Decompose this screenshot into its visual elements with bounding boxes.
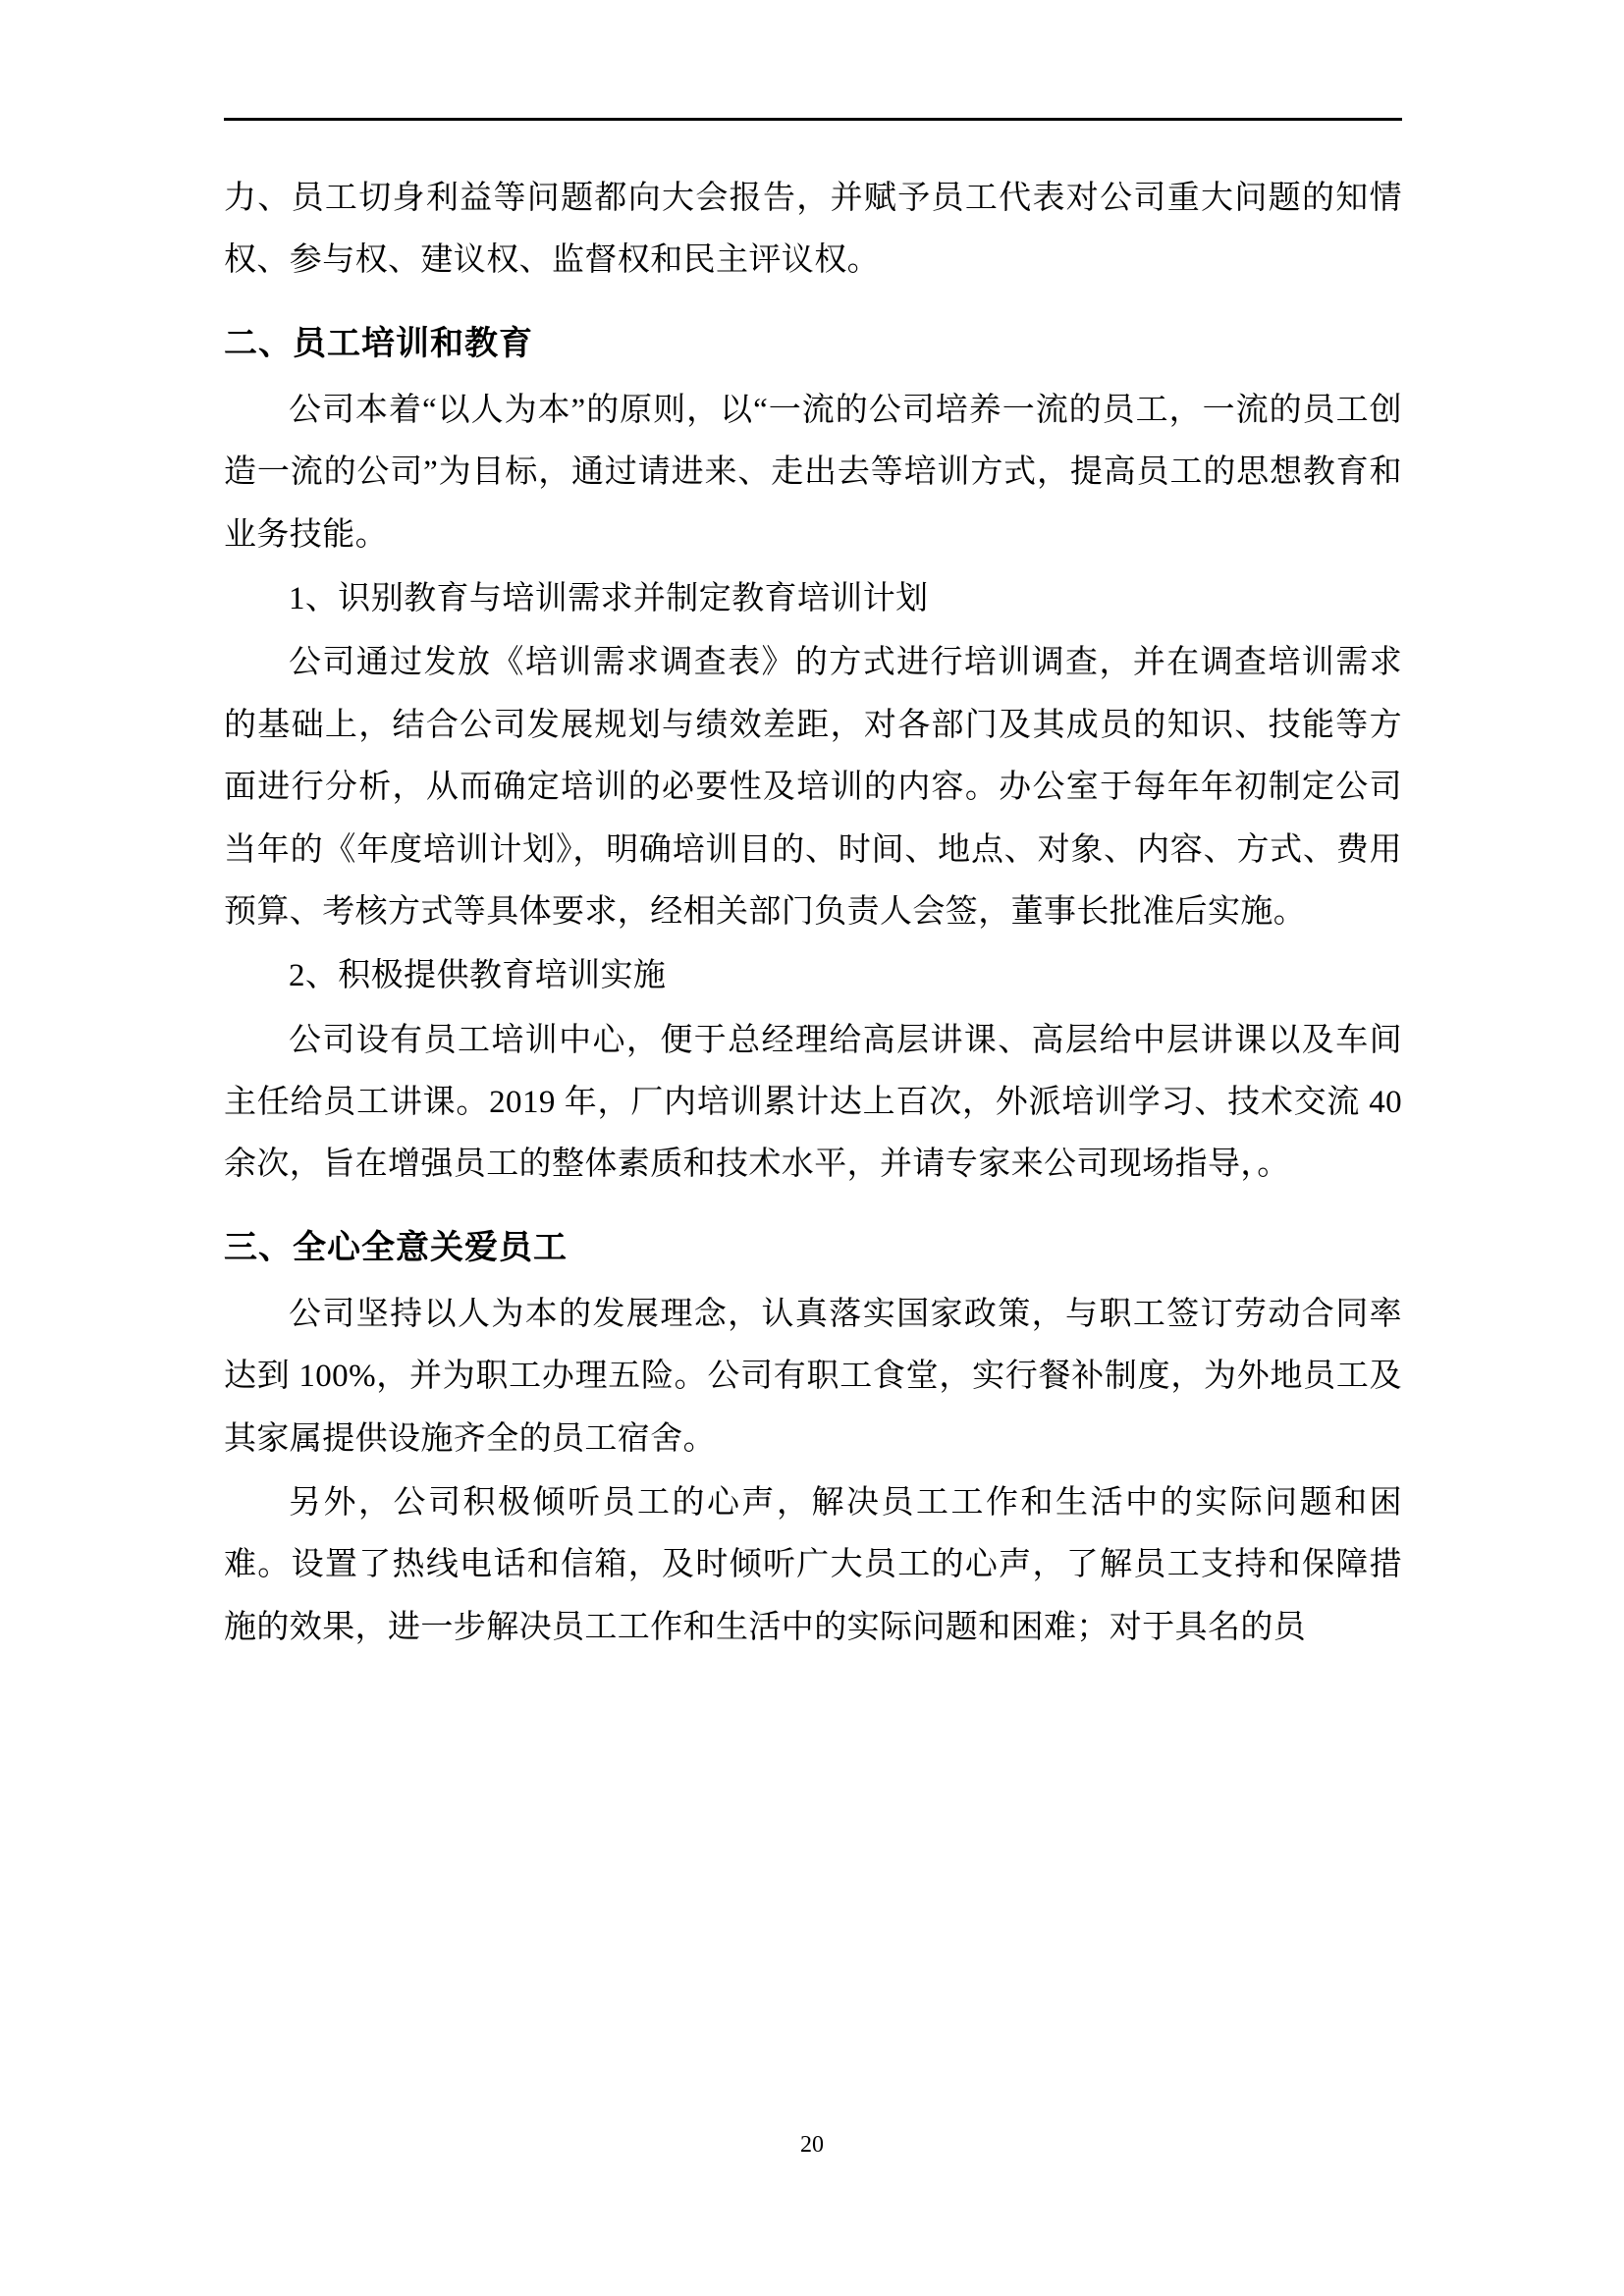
page-number: 20 [800,2132,824,2158]
paragraph-item-1-body: 公司通过发放《培训需求调查表》的方式进行培训调查，并在调查培训需求的基础上，结合公司发展规划与绩效差距，对各部门及其成员的知识、技能等方面进行分析，从而确定培训的必要性及培训的内容。办公室于每年年初制定公司当年的《年度培训计划》，明确培训目的、时间、地点、对象、内容、方式、费用预算、考核方式等具体要求，经相关部门负责人会签，董事长批准后实施。 [224,645,1402,930]
section-heading-two: 二、员工培训和教育 [224,325,533,362]
paragraph-care-body: 另外，公司积极倾听员工的心声，解决员工工作和生活中的实际问题和困难。设置了热线电话和信箱，及时倾听广大员工的心声，了解员工支持和保障措施的效果，进一步解决员工工作和生活中的实际问题和困难；对于具名的员 [224,1485,1402,1645]
paragraph-continuation: 力、员工切身利益等问题都向大会报告，并赋予员工代表对公司重大问题的知情权、参与权、建议权、监督权和民主评议权。 [224,181,1402,279]
paragraph-item-2-body: 公司设有员工培训中心，便于总经理给高层讲课、高层给中层讲课以及车间主任给员工讲课。2019 年，厂内培训累计达上百次，外派培训学习、技术交流 40 余次，旨在增强员工的整体素质和技术水平，并请专家来公司现场指导，。 [224,1022,1402,1183]
spacer [224,294,1402,302]
page-content [224,118,1402,1661]
section-heading-three: 三、全心全意关爱员工 [224,1229,568,1266]
paragraph-item-2-title: 2、积极提供教育培训实施 [289,958,667,994]
spacer [224,1199,1402,1206]
paragraph-training-intro: 公司本着“以人为本”的原则，以“一流的公司培养一流的员工，一流的员工创造一流的公司”为目标，通过请进来、走出去等培训方式，提高员工的思想教育和业务技能。 [224,392,1402,553]
header-divider [224,118,1402,121]
paragraph-item-1-title: 1、识别教育与培训需求并制定教育培训计划 [289,581,929,617]
paragraph-care-intro: 公司坚持以人为本的发展理念，认真落实国家政策，与职工签订劳动合同率达到 100%，并为职工办理五险。公司有职工食堂，实行餐补制度，为外地员工及其家属提供设施齐全的员工宿舍。 [224,1296,1402,1457]
